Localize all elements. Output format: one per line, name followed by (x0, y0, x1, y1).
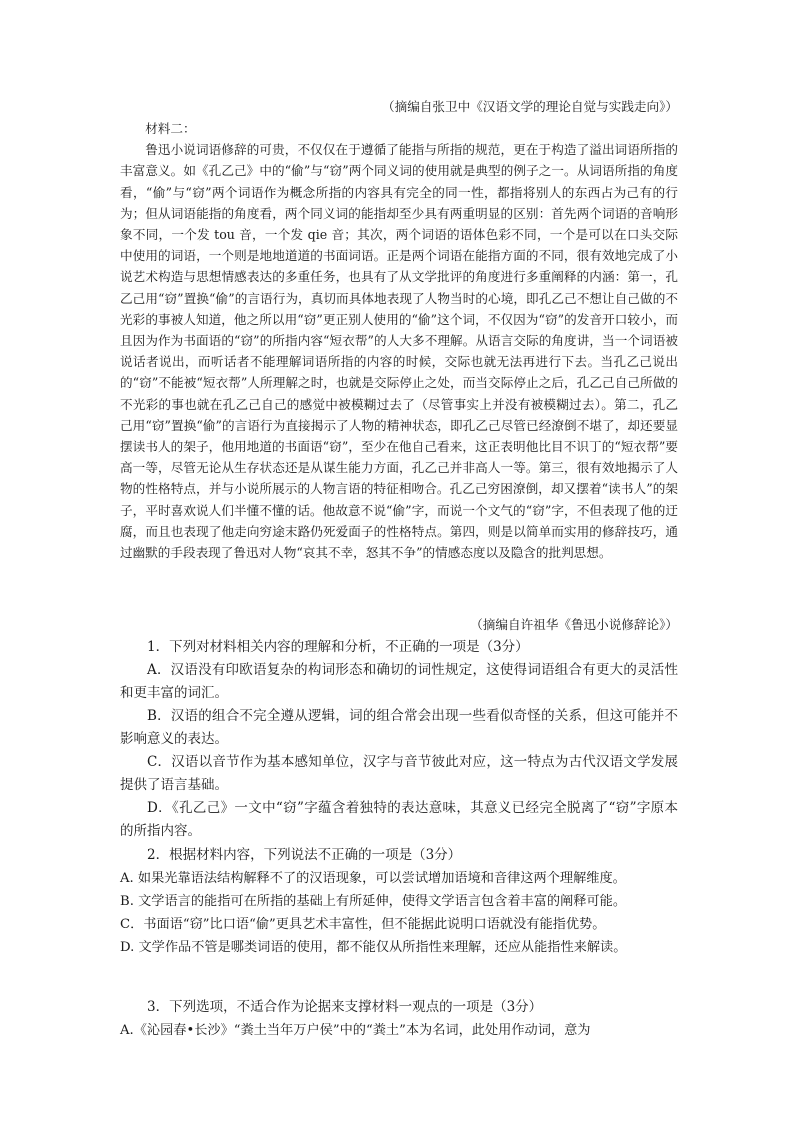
citation: （摘编自许祖华《鲁迅小说修辞论》） (470, 617, 678, 632)
material-paragraph: 鲁迅小说词语修辞的可贵，不仅仅在于遵循了能指与所指的规范，更在于构造了溢出词语所指的丰富意义。如《孔乙己》中的“偷”与“窃”两个同义词的使用就是典型的例子之一。从词语所指的角度看，“偷”与“窃”两个词语作为概念所指的内容具有完全的同一性，都指将别人的东西占为己有的行为；但从词语能指的角度看，两个同义词的能指却至少具有两重明显的区别：首先两个词语的音响形象不同，一个发 tou 音，一个发 qie 音；其次，两个词语的语体色彩不同，一个是可以在口头交际中使用的词语，一个则是地地道道的书面词语。正是两个词语在能指方面的不同，很有效地完成了小说艺术构造与思想情感表达的多重任务，也具有了从文学批评的角度进行多重阐释的内涵：第一，孔乙己用“窃”置换“偷”的言语行为，真切而具体地表现了人物当时的心境，即孔乙己不想让自己做的不光彩的事被人知道，他之所以用“窃”更正别人使用的“偷”这个词，不仅因为“窃”的发音开口较小，而且因为作为书面语的“窃”的所指内容“短衣帮”的人大多不理解。从语言交际的角度讲，当一个词语被说话者说出，而听话者不能理解词语所指的内容的时候，交际也就无法再进行下去。当孔乙己说出的“窃”不能被“短衣帮”人所理解之时，也就是交际停止之处，而当交际停止之后，孔乙己自己所做的不光彩的事也就在孔乙己自己的感觉中被模糊过去了（尽管事实上并没有被模糊过去）。第二，孔乙己用“窃”置换“偷”的言语行为直接揭示了人物的精神状态，即孔乙己尽管已经潦倒不堪了，却还要显摆读书人的架子，他用地道的书面语“窃”，至少在他自己看来，这正表明他比目不识丁的“短衣帮”要高一等，尽管无论从生存状态还是从谋生能力方面，孔乙己并非高人一等。第三，很有效地揭示了人物的性格特点，并与小说所展示的人物言语的特征相吻合。孔乙己穷困潦倒，却又摆着“读书人”的架子，平时喜欢说人们半懂不懂的话。他故意不说“偷”字，而说一个文气的“窃”字，不但表现了他的迂腐，而且也表现了他走向穷途末路仍死爱面子的性格特点。第四，则是以简单而实用的修辞技巧，通过幽默的手段表现了鲁迅对人物“哀其不幸，怒其不争”的情感态度以及隐含的批判思想。 (120, 142, 678, 561)
option-a: A.《沁园春•长沙》“粪土当年万户侯”中的“粪土”本为名词，此处用作动词，意为 (120, 1023, 591, 1038)
question-stem: 3．下列选项，不适合作为论据来支撑材料一观点的一项是（3分） (147, 999, 543, 1015)
option-a: A. 如果光靠语法结构解释不了的汉语现象，可以尝试增加语境和音律这两个理解维度。 (120, 871, 626, 886)
option-d: D. 文学作品不管是哪类词语的使用，都不能仅从所指性来理解，还应从能指性来解读。 (120, 940, 627, 955)
question-stem: 1．下列对材料相关内容的理解和分析，不正确的一项是（3分） (147, 639, 529, 655)
option-c: C．书面语“窃”比口语“偷”更具艺术丰富性，但不能据此说明口语就没有能指优势。 (120, 917, 606, 932)
material-2 (120, 118, 678, 563)
question-stem: 2．根据材料内容，下列说法不正确的一项是（3分） (147, 847, 462, 863)
option-d: D．《孔乙己》一文中“窃”字蕴含着独特的表达意味，其意义已经完全脱离了“窃”字原本的所指内容。 (120, 800, 678, 839)
question-2 (120, 844, 678, 959)
material-label: 材料二： (145, 121, 196, 136)
option-b: B. 文学语言的能指可在所指的基础上有所延伸，使得文学语言包含着丰富的阐释可能。 (120, 894, 627, 909)
source-note-1 (120, 96, 678, 117)
question-1 (120, 636, 678, 843)
option-a: A．汉语没有印欧语复杂的构词形态和确切的词性规定，这使得词语组合有更大的灵活性和更丰富的词汇。 (120, 662, 678, 701)
question-3 (120, 996, 678, 1042)
citation: （摘编自张卫中《汉语文学的理论自觉与实践走向》） (382, 99, 678, 114)
source-note-2 (120, 614, 678, 635)
option-c: C．汉语以音节作为基本感知单位，汉字与音节彼此对应，这一特点为古代汉语文学发展提供了语言基础。 (120, 754, 678, 793)
option-b: B．汉语的组合不完全遵从逻辑，词的组合常会出现一些看似奇怪的关系，但这可能并不影响意义的表达。 (120, 708, 678, 747)
